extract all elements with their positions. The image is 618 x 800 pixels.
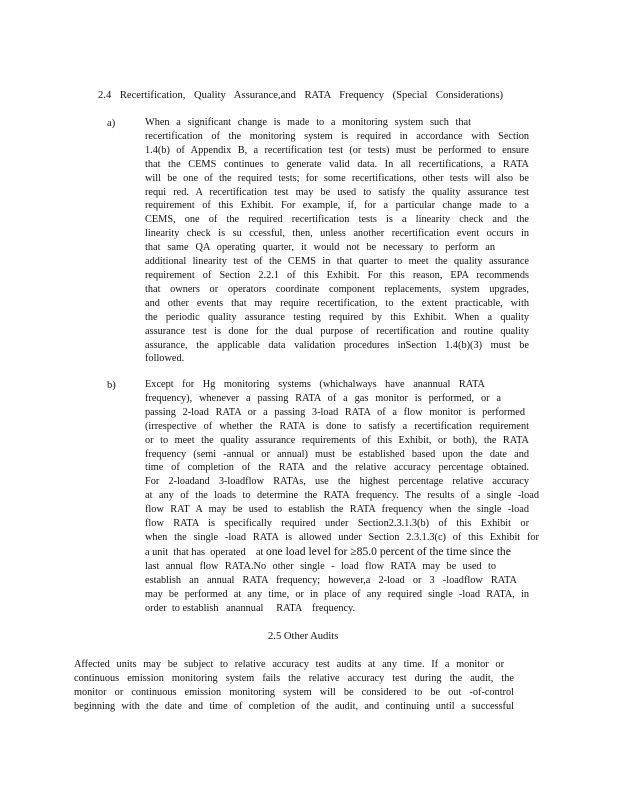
item-b-line: order to establish anannual RATA frequency. xyxy=(145,602,356,614)
item-a-line: that same QA operating quarter, it would not be necessary to perform an xyxy=(145,242,495,254)
item-a-line: that the CEMS continues to generate valid data. In all recertifications, a RATA xyxy=(145,158,529,170)
item-a-line: 1.4(b) of Appendix B, a recertification test (or tests) must be performed to ensure xyxy=(145,144,529,156)
section-2-4-heading: 2.4 Recertification, Quality Assurance,and RATA Frequency (Special Considerations) xyxy=(98,90,503,101)
item-a-line: recertification of the monitoring system is required in accordance with Section xyxy=(145,130,529,142)
item-b-marker: b) xyxy=(107,380,116,391)
item-a-line: additional linearity test of the CEMS in that quarter to meet the quality assurance xyxy=(145,256,529,268)
item-b-line: flow RATA is specifically required under Section2.3.1.3(b) of this Exhibit or xyxy=(145,518,529,530)
item-a-line: assurance, the applicable data validation procedures inSection 1.4(b)(3) must be xyxy=(145,339,529,351)
item-b-emphasized-text: one load level for ≥85.0 percent of the time since the xyxy=(265,544,511,558)
item-a-line: requi red. A recertification test may be used to satisfy the quality assurance test xyxy=(145,186,529,198)
item-b-line-start: a unit that has operated at xyxy=(145,546,266,558)
item-a-paragraph xyxy=(145,116,529,366)
item-b-paragraph xyxy=(145,378,539,615)
item-b-line: passing 2-load RATA or a passing 3-load RATA of a flow monitor is performed xyxy=(145,406,525,418)
item-b-line: may be performed at any time, or in place of any required single -load RATA, in xyxy=(145,588,529,600)
item-a-line: the periodic quality assurance testing required by this Exhibit. When a quality xyxy=(145,311,529,323)
item-b-line: Except for Hg monitoring systems (whichalways have anannual RATA xyxy=(145,379,485,390)
section-2-5-line: continuous emission monitoring system fails the relative accuracy test during the audit, the xyxy=(74,672,514,684)
item-a-line: will be one of the required tests; for some recertifications, other tests will also be xyxy=(145,172,529,184)
item-b-line: or to meet the quality assurance requirements of this Exhibit, or both), the RATA xyxy=(145,434,529,446)
item-b-line: For 2-loadand 3-loadflow RATAs, use the highest percentage relative accuracy xyxy=(145,476,529,488)
section-2-5-line: Affected units may be subject to relative accuracy test audits at any time. If a monitor or xyxy=(74,659,504,670)
item-b-line: frequency (semi -annual or annual) must be established based upon the date and xyxy=(145,448,529,460)
item-a-line: assurance test is done for the dual purpose of recertification and routine quality xyxy=(145,325,529,337)
item-b-line: time of completion of the RATA and the relative accuracy percentage obtained. xyxy=(145,462,529,474)
section-2-5-heading: 2.5 Other Audits xyxy=(268,631,339,642)
item-b-line: (irrespective of whether the RATA is done to satisfy a recertification requirement xyxy=(145,420,529,432)
item-a-line: CEMS, one of the required recertification tests is a linearity check and the xyxy=(145,214,529,226)
item-a-line: requirement of this Exhibit. For example, if, for a particular change made to a xyxy=(145,200,529,212)
item-a-marker: a) xyxy=(107,118,116,129)
item-b-line: flow RAT A may be used to establish the RATA frequency when the single -load xyxy=(145,504,529,516)
item-b-line: at any of the loads to determine the RATA frequency. The results of a single -load xyxy=(145,490,539,502)
item-a-line: When a significant change is made to a monitoring system such that xyxy=(145,117,471,128)
item-b-line xyxy=(145,545,539,560)
item-b-line: when the single -load RATA is allowed under Section 2.3.1.3(c) of this Exhibit for xyxy=(145,531,539,543)
section-2-5-line: beginning with the date and time of completion of the audit, and continuing until a successful xyxy=(74,700,514,712)
item-b-line: frequency), whenever a passing RATA of a gas monitor is performed, or a xyxy=(145,392,501,404)
item-a-line: requirement of Section 2.2.1 of this Exhibit. For this reason, EPA recommends xyxy=(145,269,529,281)
item-a-line: and other events that may require recertification, to the extent practicable, with xyxy=(145,297,529,309)
item-a-line: that owners or operators coordinate component replacements, system upgrades, xyxy=(145,283,529,295)
item-b-line: establish an annual RATA frequency; however,a 2-load or 3 -loadflow RATA xyxy=(145,574,517,586)
section-2-5-line: monitor or continuous emission monitoring system will be considered to be out -of-control xyxy=(74,686,514,698)
item-b-line: last annual flow RATA.No other single - load flow RATA may be used to xyxy=(145,560,496,572)
section-2-5-paragraph xyxy=(74,658,514,714)
item-a-line: linearity check is su ccessful, then, unless another recertification event occurs in xyxy=(145,228,529,240)
item-a-line: followed. xyxy=(145,353,185,365)
